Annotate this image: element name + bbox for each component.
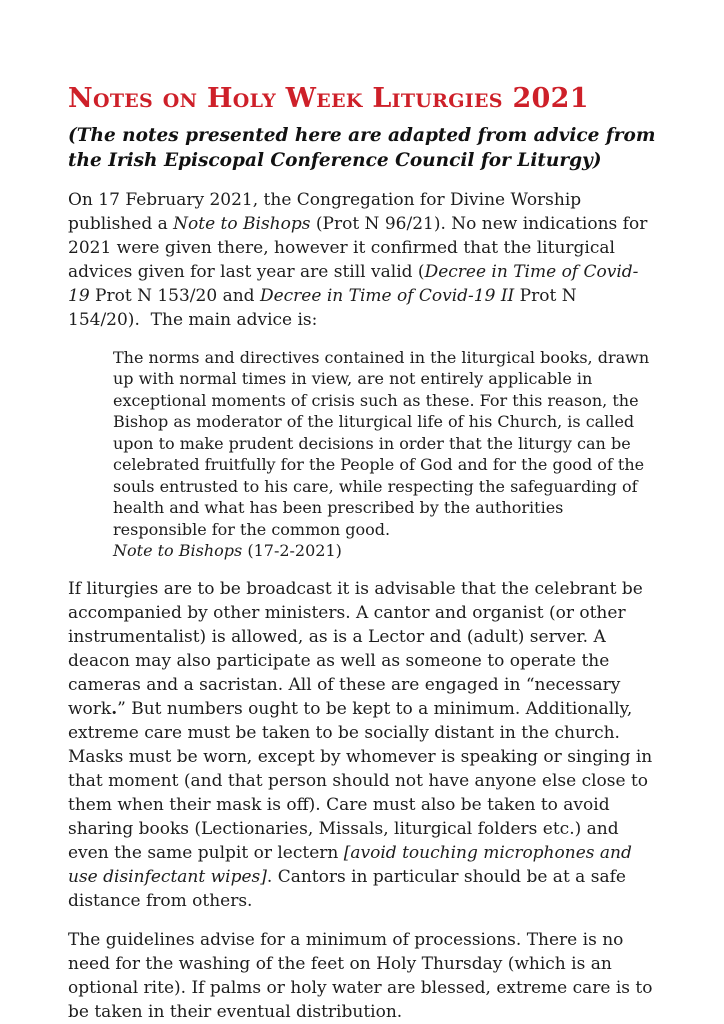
text-run-regular: . Cantors in particular should be at a safe distance from others. — [68, 866, 626, 911]
document-body — [68, 188, 658, 1024]
paragraph-quote-attribution — [68, 540, 658, 562]
text-run-italic: Note to Bishops — [173, 213, 311, 234]
text-run-regular: The guidelines advise for a minimum of processions. There is no need for the washing of the feet on Holy Thursday (which is an optional rite). If palms or holy water are blessed, extreme care is to be taken in their eventual distribution. — [68, 929, 653, 1022]
paragraph-note-to-bishops-intro — [68, 188, 658, 332]
text-run-regular: (17-2-2021) — [242, 541, 342, 561]
text-run-italic: Note to Bishops — [113, 541, 243, 561]
text-run-bold: . — [111, 698, 118, 719]
text-run-regular: The norms and directives contained in the liturgical books, drawn up with normal times in view, are not entirely applicable in exceptional moments of crisis such as these. For this reason, the Bishop as moderator of the liturgical life of his Church, is called upon to make prudent decisions in order that the liturgy can be celebrated fruitfully for the People of God and for the good of the souls entrusted to his care, while respecting the safeguarding of health and what has been prescribed by the authorities responsible for the common good. — [113, 347, 650, 539]
paragraph-processions-guidelines — [68, 928, 658, 1024]
text-run-regular: Prot N 153/20 and — [89, 285, 260, 306]
text-run-italic: [avoid touching microphones and use disinfectant wipes] — [68, 842, 632, 887]
text-run-italic: Decree in Time of Covid-19 II — [259, 285, 515, 306]
text-run-regular: ” But numbers ought to be kept to a minimum. Additionally, extreme care must be taken to be socially distant in the church. Masks must be worn, except by whomever is speaking or singing in that moment (and that person should not have anyone else close to them when their mask is off). Care must also be taken to avoid sharing books (Lectionaries, Missals, liturgical folders etc.) and even the same pulpit or lectern — [68, 698, 653, 863]
text-run-regular: (Prot N 96/21). No new indications for 2021 were given there, however it confirmed that the liturgical advices given for last year are still valid ( — [68, 213, 648, 282]
document-subtitle: (The notes presented here are adapted from advice from the Irish Episcopal Conference Council for Liturgy) — [68, 124, 656, 171]
document-title: Notes on Holy Week Liturgies 2021 — [68, 83, 589, 114]
text-run-italic: Decree in Time of Covid-19 — [68, 261, 639, 306]
text-run-regular: If liturgies are to be broadcast it is advisable that the celebrant be accompanied by other ministers. A cantor and organist (or other instrumentalist) is allowed, as is a Lector and (adult) server. A deacon may also participate as well as someone to operate the cameras and a sacristan. All of these are engaged in “necessary work — [68, 578, 643, 719]
paragraph-main-advice-quote — [68, 347, 658, 541]
text-run-regular: Prot N 154/20). The main advice is: — [68, 285, 577, 330]
text-run-regular: On 17 February 2021, the Congregation for Divine Worship published a — [68, 189, 582, 234]
paragraph-broadcast-ministers — [68, 577, 658, 913]
